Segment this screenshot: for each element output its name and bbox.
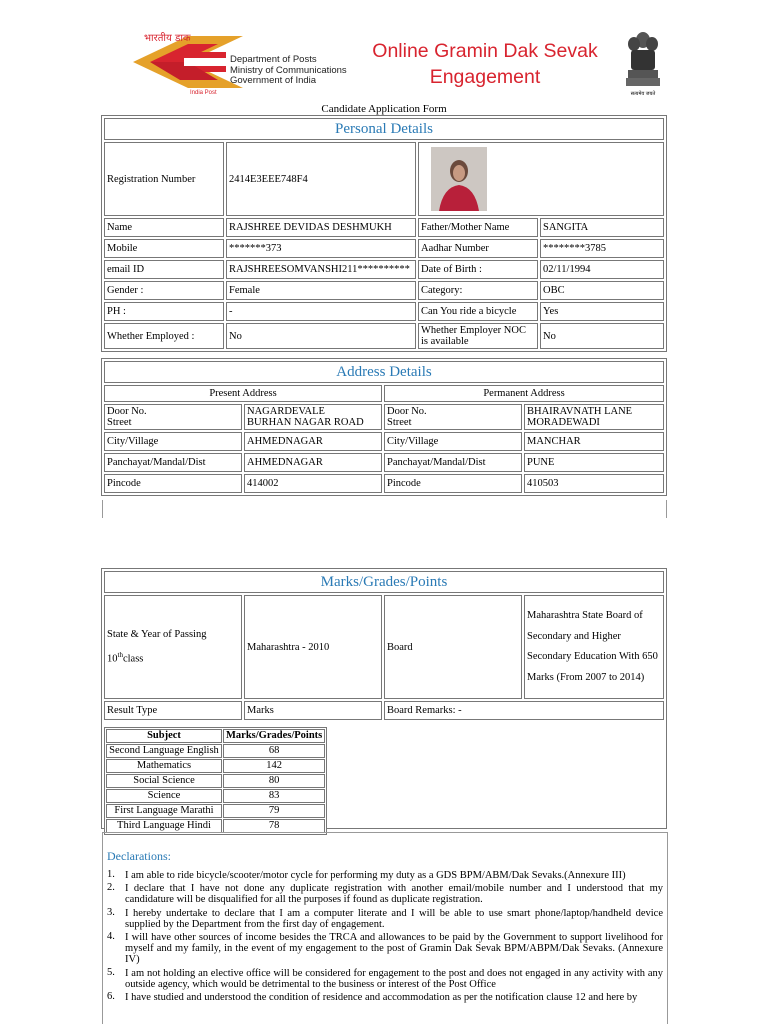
subject-name: Science [106,789,222,803]
present-pincode: 414002 [244,474,382,493]
city-label: City/Village [384,432,522,451]
declaration-number: 4. [107,931,115,943]
permanent-door-street [524,404,664,430]
address-details-table [101,358,667,496]
city-label: City/Village [104,432,242,451]
subject-header: Subject [106,729,222,743]
name-value: RAJSHREE DEVIDAS DESHMUKH [226,218,416,237]
class-number: 10 [107,653,118,665]
subject-marks: 79 [223,804,325,818]
subject-marks: 80 [223,774,325,788]
parent-name-value: SANGITA [540,218,664,237]
email-value: RAJSHREESOMVANSHI211********** [226,260,416,279]
gender-value: Female [226,281,416,300]
declaration-item [107,968,663,990]
form-title: Candidate Application Form [321,103,447,115]
mobile-value: *******373 [226,239,416,258]
department-text [230,55,347,87]
subject-marks: 83 [223,789,325,803]
district-label: Panchayat/Mandal/Dist [104,453,242,472]
ph-value: - [226,302,416,321]
state-year-value: Maharashtra - 2010 [244,595,382,699]
declaration-item [107,870,663,881]
district-label: Panchayat/Mandal/Dist [384,453,522,472]
door-label: Door No. [107,406,147,417]
aadhar-label: Aadhar Number [418,239,538,258]
subject-marks: 78 [223,819,325,833]
state-year-label: State & Year of Passing [107,628,207,640]
subject-marks: 68 [223,744,325,758]
permanent-address-header: Permanent Address [384,385,664,402]
declarations-heading: Declarations: [107,849,171,863]
table-row [106,759,325,773]
street-label: Street [107,417,132,428]
aadhar-value: ********3785 [540,239,664,258]
door-street-label-permanent [384,404,522,430]
declaration-item [107,992,663,1003]
marks-heading: Marks/Grades/Points [104,571,664,593]
door-label: Door No. [387,406,427,417]
declaration-text: I am not holding an elective office will be considered for engagement to the post and does not engaged in any activity with any outside agency, which would be detrimental to the business or interest of the Post Office [125,967,663,990]
category-label: Category: [418,281,538,300]
declaration-number: 1. [107,869,115,880]
employed-label: Whether Employed : [104,323,224,349]
table-row [106,789,325,803]
subject-marks: 142 [223,759,325,773]
portal-title-line2: Engagement [429,66,541,88]
mobile-label: Mobile [104,239,224,258]
declaration-number: 2. [107,882,115,894]
declarations-list [107,870,663,1003]
bicycle-label: Can You ride a bicycle [418,302,538,321]
board-remarks: Board Remarks: - [384,701,664,720]
subject-name: Social Science [106,774,222,788]
present-door-line2: BURHAN NAGAR ROAD [247,417,364,428]
permanent-pincode: 410503 [524,474,664,493]
emblem-caption: सत्यमेव जयते [630,91,656,97]
class-suffix: class [122,653,144,665]
noc-label: Whether Employer NOC is available [418,323,538,349]
result-type-label: Result Type [104,701,242,720]
logo-caption: India Post [190,90,217,96]
declaration-number: 3. [107,906,115,918]
dob-label: Date of Birth : [418,260,538,279]
present-door-line1: NAGARDEVALE [247,406,325,417]
state-year-label-cell [104,595,242,699]
declaration-text: I hereby undertake to declare that I am a computer literate and I will be able to use smart phone/laptop/handheld device supplied by the Department from the first day of engagement. [125,907,663,930]
page-divider-right [666,500,667,518]
permanent-door-line1: BHAIRAVNATH LANE [527,406,633,417]
bicycle-value: Yes [540,302,664,321]
table-row [106,774,325,788]
permanent-district: PUNE [524,453,664,472]
pincode-label: Pincode [384,474,522,493]
portal-title [360,38,610,90]
declaration-text: I have studied and understood the condition of residence and accommodation as per the notification clause 12 and here by [125,992,638,1004]
portal-title-line1: Online Gramin Dak Sevak [372,40,598,62]
personal-details-table [101,115,667,352]
ph-label: PH : [104,302,224,321]
declaration-text: I am able to ride bicycle/scooter/motor cycle for performing my duty as a GDS BPM/ABM/Dak Sevaks.(Annexure III) [125,870,626,881]
noc-value: No [540,323,664,349]
subject-name: Mathematics [106,759,222,773]
subject-name: Second Language English [106,744,222,758]
result-type-value: Marks [244,701,382,720]
street-label: Street [387,417,412,428]
photo-cell [418,142,664,216]
class-label [107,645,239,670]
personal-details-heading: Personal Details [104,118,664,140]
marks-header: Marks/Grades/Points [223,729,325,743]
email-label: email ID [104,260,224,279]
department-line: Department of Posts [230,54,317,65]
declaration-text: I will have other sources of income besides the TRCA and allowances to be paid by the Government to support livelihood for myself and my family, in the event of my engagement to the post of Gramin Dak Sevak BPM/ABPM/Dak Sevaks. (Annexure IV) [125,932,663,966]
permanent-city: MANCHAR [524,432,664,451]
government-line: Government of India [230,75,317,86]
permanent-door-line2: MORADEWADI [527,417,600,428]
page-divider-left [102,500,103,518]
declaration-text: I declare that I have not done any duplicate registration with another email/mobile number and I understood that my candidature will be disqualified for all the purposes if found as duplicate registration. [125,883,663,906]
parent-name-label: Father/Mother Name [418,218,538,237]
present-address-header: Present Address [104,385,382,402]
ministry-line: Ministry of Communications [230,64,347,76]
pincode-label: Pincode [104,474,242,493]
table-row [106,804,325,818]
present-door-street [244,404,382,430]
subject-marks-table [104,727,327,835]
registration-label: Registration Number [104,142,224,216]
logo-hindi-text: भारतीय डाक [144,33,191,44]
subject-name: First Language Marathi [106,804,222,818]
registration-value: 2414E3EEE748F4 [226,142,416,216]
board-label: Board [384,595,522,699]
present-city: AHMEDNAGAR [244,432,382,451]
subject-name: Third Language Hindi [106,819,222,833]
national-emblem-icon [625,30,661,96]
category-value: OBC [540,281,664,300]
declaration-item [107,883,663,905]
declaration-item [107,932,663,966]
declaration-number: 6. [107,991,115,1003]
class-superscript: th [117,650,123,659]
table-row [106,819,325,833]
table-row [106,744,325,758]
dob-value: 02/11/1994 [540,260,664,279]
declaration-item [107,908,663,930]
name-label: Name [104,218,224,237]
present-district: AHMEDNAGAR [244,453,382,472]
candidate-photo [431,147,487,211]
declaration-number: 5. [107,966,115,978]
employed-value: No [226,323,416,349]
declarations-section [102,832,668,1024]
address-details-heading: Address Details [104,361,664,383]
door-street-label-present [104,404,242,430]
board-value: Maharashtra State Board of Secondary and Higher Secondary Education With 650 Marks (From 2007 to 2014) [524,595,664,699]
gender-label: Gender : [104,281,224,300]
